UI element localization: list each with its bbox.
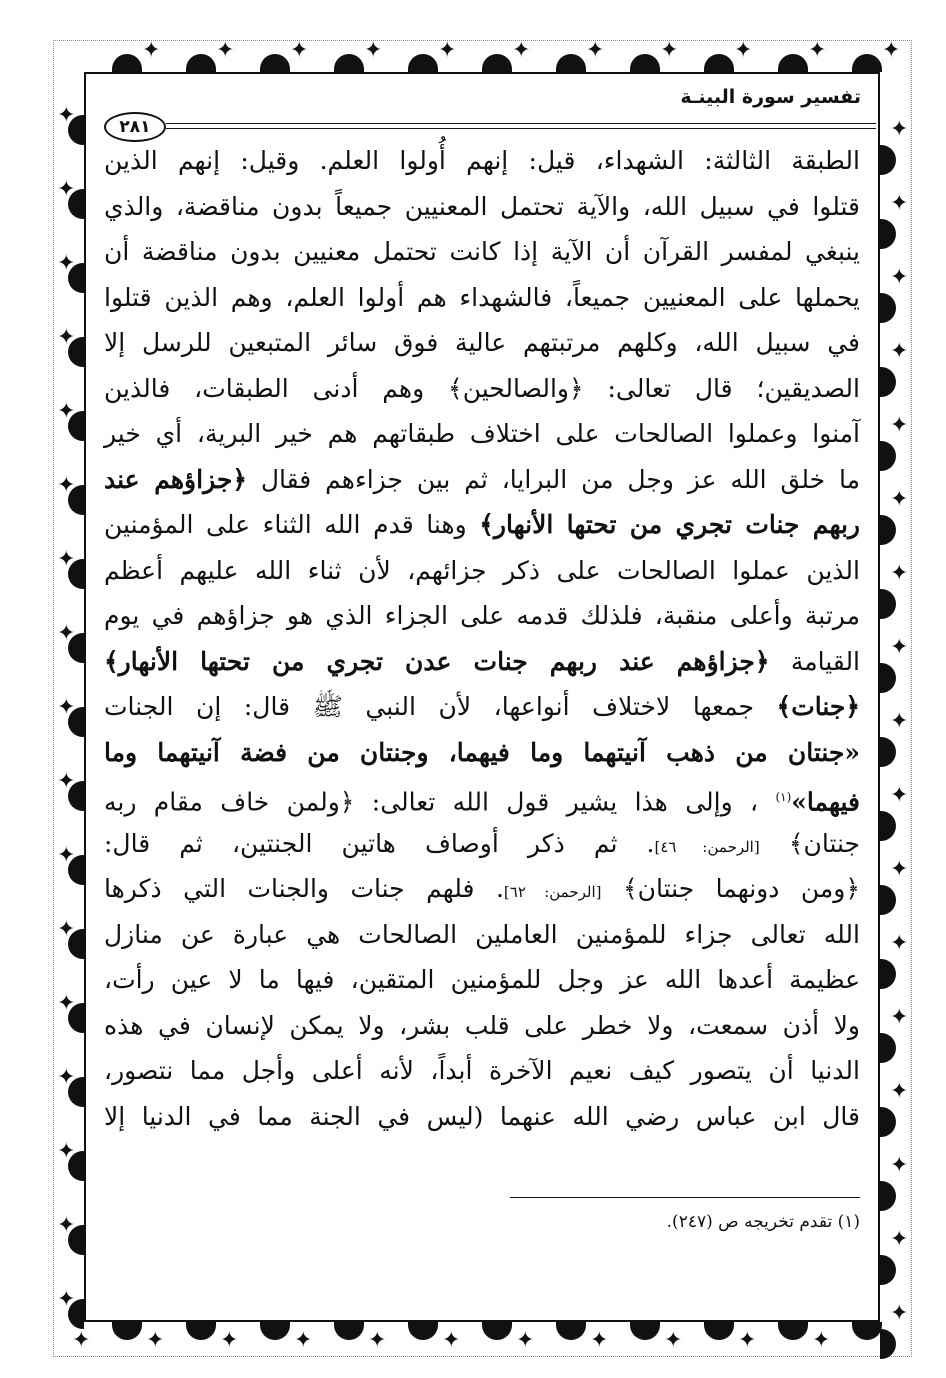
text-segment: الله تعالى جزاء للمؤمنين العاملين الصالحات هي عبارة عن منازل bbox=[104, 919, 860, 949]
verse-reference: [الرحمن: ٦٢] bbox=[503, 883, 602, 901]
text-line bbox=[104, 1003, 860, 1049]
text-segment: ما خلق الله عز وجل من البرايا، ثم بين جزاءهم فقال bbox=[246, 464, 861, 494]
text-line bbox=[104, 684, 860, 730]
star-icon: ✦ bbox=[57, 621, 76, 646]
quoted-text: ﴿جزاؤهم عند ربهم جنات عدن تجري من تحتها الأنهار﴾ bbox=[104, 646, 770, 676]
star-icon: ✦ bbox=[734, 38, 753, 63]
footnote-1: (١) تقدم تخريجه ص (٢٤٧). bbox=[666, 1212, 860, 1232]
star-icon: ✦ bbox=[812, 1328, 831, 1353]
text-segment: الطبقة الثالثة: الشهداء، قيل: إنهم أُولوا العلم. وقيل: إنهم الذين bbox=[104, 146, 860, 175]
star-icon: ✦ bbox=[364, 38, 383, 63]
text-segment: في سبيل الله، وكلهم مرتبتهم عالية فوق سائر المتبعين للرسل إلا bbox=[104, 328, 860, 357]
star-icon: ✦ bbox=[57, 917, 76, 942]
star-icon: ✦ bbox=[57, 399, 76, 424]
body-text bbox=[104, 138, 860, 1139]
text-segment: القيامة bbox=[769, 646, 861, 676]
star-icon: ✦ bbox=[890, 709, 909, 734]
star-icon: ✦ bbox=[57, 473, 76, 498]
star-icon: ✦ bbox=[57, 1213, 76, 1238]
star-icon: ✦ bbox=[890, 1301, 909, 1326]
text-segment: مرتبة وأعلى منقبة، فلذلك قدمه على الجزاء الذي هو جزاؤهم في يوم bbox=[104, 601, 860, 630]
text-segment: ولا أذن سمعت، ولا خطر على قلب بشر، ولا يمكن لإنسان في هذه bbox=[104, 1010, 860, 1040]
star-icon: ✦ bbox=[442, 1328, 461, 1353]
text-line bbox=[104, 229, 860, 275]
text-line bbox=[104, 866, 860, 912]
text-line bbox=[104, 320, 860, 366]
star-icon: ✦ bbox=[890, 1005, 909, 1030]
star-icon: ✦ bbox=[57, 1139, 76, 1164]
text-line bbox=[104, 775, 860, 821]
quoted-text: ربهم جنات تجري من تحتها الأنهار﴾ bbox=[479, 510, 861, 539]
star-icon: ✦ bbox=[57, 695, 76, 720]
star-icon: ✦ bbox=[890, 117, 909, 142]
star-icon: ✦ bbox=[890, 635, 909, 660]
star-icon: ✦ bbox=[142, 38, 161, 63]
star-icon: ✦ bbox=[590, 1328, 609, 1353]
star-icon: ✦ bbox=[738, 1328, 757, 1353]
star-icon: ✦ bbox=[368, 1328, 387, 1353]
star-icon: ✦ bbox=[57, 1287, 76, 1312]
text-line bbox=[104, 730, 860, 776]
text-segment: ، وإلى هذا يشير قول الله تعالى: ﴿ولمن خاف مقام ربه bbox=[104, 787, 776, 817]
text-segment: ينبغي لمفسر القرآن أن الآية إذا كانت تحتمل معنيين بدون مناقضة أن bbox=[104, 237, 860, 266]
quoted-text: «جنتان من ذهب آنيتهما وما فيهما، وجنتان من فضة آنيتهما وما bbox=[104, 737, 860, 767]
text-segment: آمنوا وعملوا الصالحات على اختلاف طبقاتهم هم خير البرية، أي خير bbox=[104, 419, 860, 448]
star-icon: ✦ bbox=[890, 783, 909, 808]
star-icon: ✦ bbox=[290, 38, 309, 63]
text-line bbox=[104, 548, 860, 594]
star-icon: ✦ bbox=[294, 1328, 313, 1353]
text-line bbox=[104, 184, 860, 230]
star-icon: ✦ bbox=[57, 251, 76, 276]
star-icon: ✦ bbox=[57, 843, 76, 868]
text-line bbox=[104, 502, 860, 548]
running-header-title: تفسير سورة البينـة bbox=[680, 86, 861, 108]
star-icon: ✦ bbox=[890, 561, 909, 586]
text-segment: قتلوا في سبيل الله، والآية تحتمل المعنيين جميعاً بدون مناقضة، والذي bbox=[104, 191, 860, 221]
star-icon: ✦ bbox=[72, 1328, 91, 1353]
text-segment: الدنيا أن يتصور كيف نعيم الآخرة أبداً، لأنه أعلى وأجل مما نتصور، bbox=[104, 1056, 860, 1085]
text-segment: عظيمة أعدها الله عز وجل للمؤمنين المتقين، فيها ما لا عين رأت، bbox=[104, 965, 860, 994]
text-line bbox=[104, 593, 860, 639]
star-icon: ✦ bbox=[57, 103, 76, 128]
star-icon: ✦ bbox=[890, 339, 909, 364]
page-number: ٢٨١ bbox=[104, 112, 166, 142]
text-line bbox=[104, 366, 860, 412]
text-segment: جنتان﴾ bbox=[759, 828, 861, 858]
star-icon: ✦ bbox=[57, 325, 76, 350]
text-line bbox=[104, 912, 860, 958]
star-icon: ✦ bbox=[146, 1328, 165, 1353]
star-icon: ✦ bbox=[890, 265, 909, 290]
text-segment: . فلهم جنات والجنات التي ذكرها bbox=[104, 874, 504, 903]
star-icon: ✦ bbox=[660, 38, 679, 63]
text-segment: ﴿ومن دونهما جنتان﴾ bbox=[601, 874, 860, 903]
text-line bbox=[104, 275, 860, 321]
text-line bbox=[104, 457, 860, 503]
quoted-text: ﴿جنات﴾ bbox=[776, 692, 860, 721]
text-line bbox=[104, 957, 860, 1003]
star-icon: ✦ bbox=[57, 769, 76, 794]
text-line bbox=[104, 821, 860, 867]
star-icon: ✦ bbox=[220, 1328, 239, 1353]
footnote-marker: (١) bbox=[775, 790, 792, 804]
text-segment: الذين عملوا الصالحات على ذكر جزائهم، لأن ثناء الله عليهم أعظم bbox=[104, 555, 860, 585]
verse-reference: [الرحمن: ٤٦] bbox=[654, 837, 760, 856]
text-line bbox=[104, 639, 860, 685]
star-icon: ✦ bbox=[57, 547, 76, 572]
star-icon: ✦ bbox=[57, 1065, 76, 1090]
star-icon: ✦ bbox=[516, 1328, 535, 1353]
star-icon: ✦ bbox=[664, 1328, 683, 1353]
text-line bbox=[104, 1048, 860, 1094]
quoted-text: ﴿جزاؤهم عند bbox=[104, 464, 247, 494]
text-line bbox=[104, 1094, 860, 1140]
star-icon: ✦ bbox=[890, 857, 909, 882]
star-icon: ✦ bbox=[216, 38, 235, 63]
star-icon: ✦ bbox=[57, 991, 76, 1016]
footnote-separator bbox=[510, 1197, 860, 1198]
text-segment: وهنا قدم الله الثناء على المؤمنين bbox=[104, 510, 480, 539]
star-icon: ✦ bbox=[586, 38, 605, 63]
text-segment: قال ابن عباس رضي الله عنهما (ليس في الجنة مما في الدنيا إلا bbox=[104, 1101, 860, 1131]
text-segment: يحملها على المعنيين جميعاً، فالشهداء هم أولوا العلم، وهم الذين قتلوا bbox=[104, 282, 860, 312]
quoted-text: فيهما» bbox=[791, 787, 860, 817]
text-segment: جمعها لاختلاف أنواعها، لأن النبي ﷺ قال: إن الجنات bbox=[104, 692, 777, 721]
star-icon: ✦ bbox=[512, 38, 531, 63]
text-line bbox=[104, 138, 860, 184]
star-icon: ✦ bbox=[882, 38, 901, 63]
star-icon: ✦ bbox=[438, 38, 457, 63]
star-icon: ✦ bbox=[890, 1153, 909, 1178]
text-segment: الصديقين؛ قال تعالى: ﴿والصالحين﴾ وهم أدنى الطبقات، فالذين bbox=[104, 373, 860, 403]
header-rule bbox=[166, 123, 876, 129]
star-icon: ✦ bbox=[890, 1227, 909, 1252]
star-icon: ✦ bbox=[890, 1079, 909, 1104]
star-icon: ✦ bbox=[890, 191, 909, 216]
text-line bbox=[104, 411, 860, 457]
star-icon: ✦ bbox=[890, 487, 909, 512]
star-icon: ✦ bbox=[808, 38, 827, 63]
star-icon: ✦ bbox=[57, 177, 76, 202]
star-icon: ✦ bbox=[890, 413, 909, 438]
text-segment: . ثم ذكر أوصاف هاتين الجنتين، ثم قال: bbox=[104, 828, 655, 858]
star-icon: ✦ bbox=[890, 931, 909, 956]
